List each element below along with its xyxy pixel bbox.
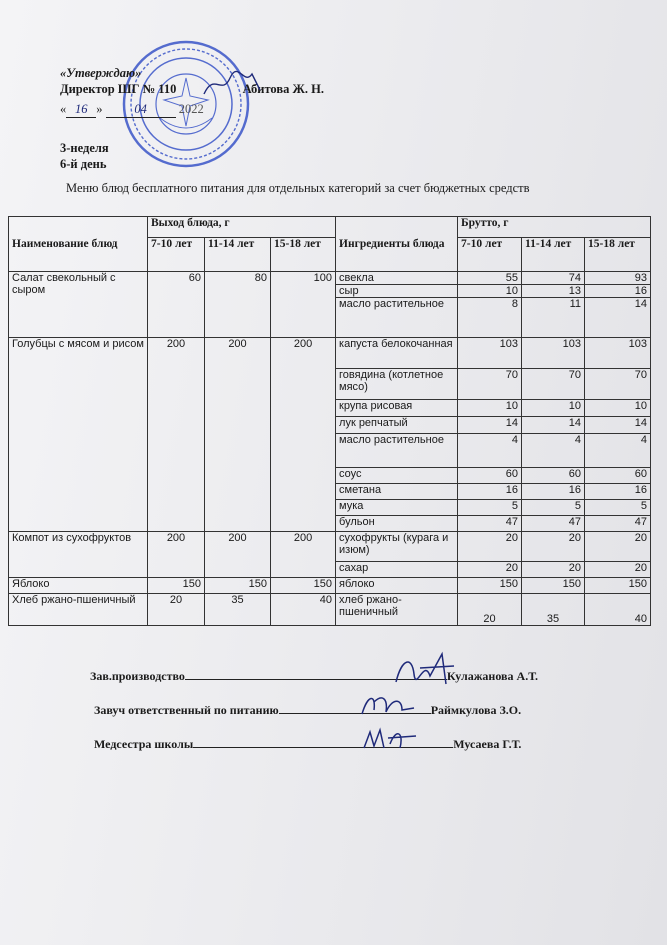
col-header-dish: Наименование блюд [9,217,148,272]
gross-value: 16 [458,484,522,500]
gross-value: 70 [458,369,522,400]
yield-value: 100 [271,272,336,338]
yield-value: 200 [148,338,205,532]
ingredient-name: мука [336,500,458,516]
week-label: 3-неделя [60,141,109,155]
dish-name: Яблоко [9,578,148,594]
age-gross-3: 15-18 лет [585,238,651,272]
gross-value: 70 [522,369,585,400]
col-header-gross: Брутто, г [458,217,651,238]
gross-value: 13 [522,285,585,298]
gross-value: 103 [585,338,651,369]
day-label: 6-й день [60,157,107,171]
approval-date: « 16 » 04 2022 [60,102,204,116]
table-row [9,532,651,562]
yield-value: 200 [148,532,205,578]
signer-role: Медсестра школы [94,737,194,751]
signature-3 [360,722,420,754]
ingredient-name: сахар [336,562,458,578]
table-row [9,578,651,594]
signature-row [90,668,538,684]
signature-2 [358,690,418,720]
age-yield-3: 15-18 лет [271,238,336,272]
gross-value: 5 [458,500,522,516]
dish-name: Компот из сухофруктов [9,532,148,578]
gross-value: 14 [458,417,522,434]
gross-value: 60 [585,468,651,484]
ingredient-name: хлеб ржано-пшеничный [336,594,458,626]
approval-label: «Утверждаю» [60,66,142,80]
director-name: Абитова Ж. Н. [242,82,324,96]
gross-value: 150 [585,578,651,594]
gross-value: 35 [522,594,585,626]
dish-name: Салат свекольный с сыром [9,272,148,338]
gross-value: 47 [522,516,585,532]
signer-role: Завуч ответственный по питанию [94,703,279,717]
gross-value: 47 [458,516,522,532]
gross-value: 20 [585,532,651,562]
gross-value: 103 [458,338,522,369]
gross-value: 5 [585,500,651,516]
gross-value: 47 [585,516,651,532]
ingredient-name: соус [336,468,458,484]
signature-row [94,702,521,718]
gross-value: 10 [458,400,522,417]
yield-value: 60 [148,272,205,338]
gross-value: 5 [522,500,585,516]
gross-value: 4 [458,434,522,468]
age-yield-2: 11-14 лет [205,238,271,272]
gross-value: 150 [522,578,585,594]
age-gross-1: 7-10 лет [458,238,522,272]
gross-value: 55 [458,272,522,285]
director-label: Директор ШГ № 110 [60,82,177,96]
col-header-ingredients: Ингредиенты блюда [336,217,458,272]
yield-value: 200 [205,338,271,532]
signer-role: Зав.производство [90,669,185,683]
gross-value: 40 [585,594,651,626]
yield-value: 200 [271,532,336,578]
ingredient-name: масло растительное [336,298,458,338]
ingredient-name: крупа рисовая [336,400,458,417]
gross-value: 4 [522,434,585,468]
gross-value: 10 [585,400,651,417]
gross-value: 20 [458,532,522,562]
ingredient-name: сухофрукты (курага и изюм) [336,532,458,562]
gross-value: 60 [458,468,522,484]
gross-value: 70 [585,369,651,400]
yield-value: 80 [205,272,271,338]
ingredient-name: лук репчатый [336,417,458,434]
gross-value: 16 [585,285,651,298]
ingredient-name: яблоко [336,578,458,594]
gross-value: 20 [522,562,585,578]
ingredient-name: масло растительное [336,434,458,468]
gross-value: 10 [522,400,585,417]
ingredient-name: сметана [336,484,458,500]
yield-value: 150 [205,578,271,594]
menu-title: Меню блюд бесплатного питания для отдельных категорий за счет бюджетных средств [66,181,530,195]
gross-value: 93 [585,272,651,285]
ingredient-name: сыр [336,285,458,298]
director-line [60,82,324,97]
ingredient-name: свекла [336,272,458,285]
date-month: 04 [106,102,176,118]
signature-row [94,736,521,752]
menu-table [8,216,651,626]
age-gross-2: 11-14 лет [522,238,585,272]
ingredient-name: говядина (котлетное мясо) [336,369,458,400]
gross-value: 14 [585,417,651,434]
yield-value: 40 [271,594,336,626]
gross-value: 11 [522,298,585,338]
gross-value: 16 [585,484,651,500]
signer-name: Кулажанова А.Т. [446,669,538,683]
gross-value: 14 [585,298,651,338]
ingredient-name: бульон [336,516,458,532]
dish-name: Голубцы с мясом и рисом [9,338,148,532]
gross-value: 60 [522,468,585,484]
age-yield-1: 7-10 лет [148,238,205,272]
yield-value: 150 [148,578,205,594]
yield-value: 35 [205,594,271,626]
gross-value: 20 [522,532,585,562]
gross-value: 103 [522,338,585,369]
gross-value: 20 [585,562,651,578]
gross-value: 20 [458,562,522,578]
gross-value: 20 [458,594,522,626]
gross-value: 150 [458,578,522,594]
signer-name: Раймкулова З.О. [430,703,522,717]
gross-value: 10 [458,285,522,298]
signer-name: Мусаева Г.Т. [453,737,522,751]
table-row [9,338,651,369]
gross-value: 8 [458,298,522,338]
gross-value: 14 [522,417,585,434]
director-signature [200,66,270,102]
gross-value: 4 [585,434,651,468]
yield-value: 20 [148,594,205,626]
gross-value: 74 [522,272,585,285]
table-row [9,272,651,285]
signature-1 [390,648,460,690]
table-row [9,594,651,626]
yield-value: 150 [271,578,336,594]
date-year: 2022 [178,102,204,116]
col-header-yield: Выход блюда, г [148,217,336,238]
date-day: 16 [66,102,96,118]
yield-value: 200 [205,532,271,578]
gross-value: 16 [522,484,585,500]
ingredient-name: капуста белокочанная [336,338,458,369]
dish-name: Хлеб ржано-пшеничный [9,594,148,626]
yield-value: 200 [271,338,336,532]
